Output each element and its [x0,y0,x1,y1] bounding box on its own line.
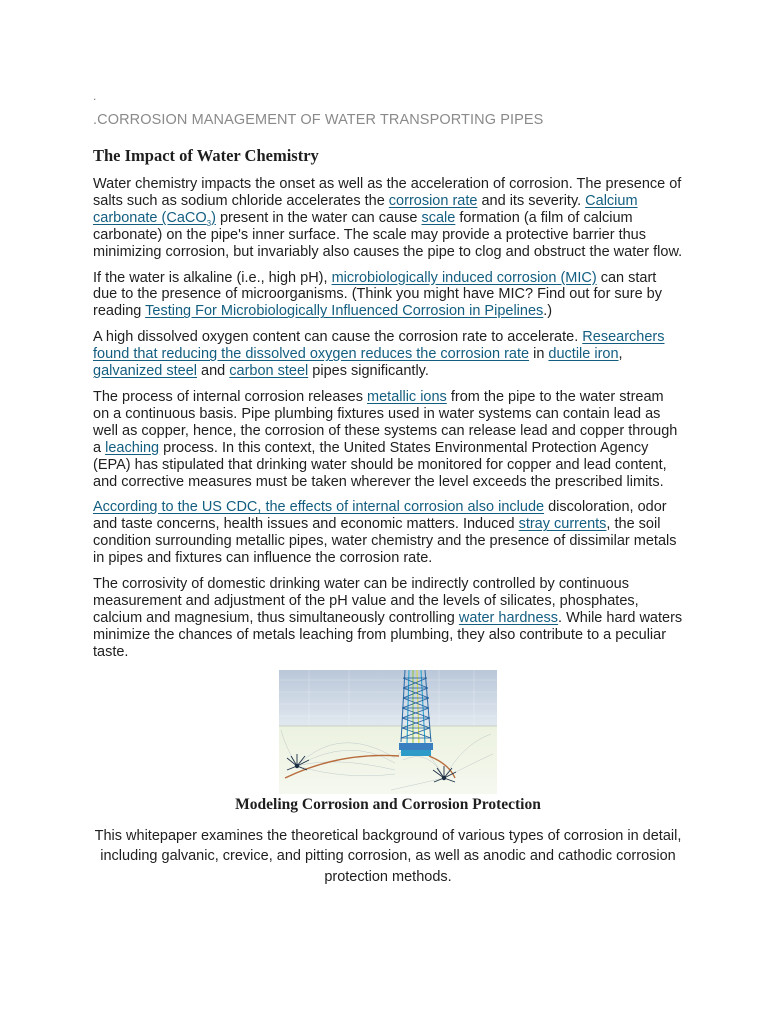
text: formation (a film of calcium carbonate) on the pipe's inner surface. The scale may provide a protective barrier thus minimizing corrosion, but invariably also causes the pipe to clog and obstruct the water flow. [93,209,683,260]
whitepaper-promo[interactable] [93,670,683,888]
text: The corrosivity of domestic drinking water can be indirectly controlled by continuous measurement and adjustment of the pH value and the levels of silicates, phosphates, calcium and magnesium, thus simultaneously controlling [93,576,639,626]
link-mic[interactable]: microbiologically induced corrosion (MIC) [331,269,597,286]
whitepaper-description: This whitepaper examines the theoretical background of various types of corrosion in detail, including galvanic, crevice, and pitting corrosion, as well as anodic and cathodic corrosion protection methods. [94,827,682,885]
link-water-hardness[interactable]: water hardness [458,609,559,626]
paragraph-cdc-effects [93,499,683,567]
paragraph-water-chemistry [93,176,683,261]
link-stray-currents[interactable]: stray currents [518,516,607,533]
link-metallic-ions[interactable]: metallic ions [367,388,447,405]
leading-dot: . [93,89,97,103]
link-carbon-steel[interactable]: carbon steel [229,363,309,380]
text: The process of internal corrosion releases [93,388,368,405]
link-corrosion-rate[interactable]: corrosion rate [388,192,478,209]
subscript: 3 [206,218,212,228]
text: and [197,363,230,380]
text: .) [543,303,553,320]
article-kicker: .CORROSION MANAGEMENT OF WATER TRANSPORTING PIPES [93,112,544,128]
text: discoloration, odor and taste concerns, health issues and economic matters. Induced [93,499,667,533]
corrosion-simulation-image[interactable] [279,670,497,794]
paragraph-mic [93,270,683,321]
text: in [529,346,549,363]
paragraph-internal-corrosion [93,389,683,490]
text: from the pipe to the water stream on a continuous basis. Pipe plumbing fixtures used in water systems can contain lead as well as copper, hence, the corrosion of these systems can release lead and copper through a [93,388,678,456]
link-leaching[interactable]: leaching [105,439,160,456]
text: Water chemistry impacts the onset as well as the acceleration of corrosion. The presence of salts such as sodium chloride accelerates the [93,176,682,209]
link-text: Calcium carbonate (CaCO [93,192,638,226]
link-scale[interactable]: scale [421,209,456,226]
text: pipes significantly. [308,363,429,380]
text: If the water is alkaline (i.e., high pH), [93,269,332,286]
text: , the soil condition surrounding metallic pipes, water chemistry and the presence of dissimilar metals in pipes and fixtures can influence the corrosion rate. [93,516,677,567]
paragraph-dissolved-oxygen [93,329,683,380]
link-researchers-found[interactable]: Researchers found that reducing the dissolved oxygen reduces the corrosion rate [93,329,665,363]
link-ductile-iron[interactable]: ductile iron [548,346,619,363]
text: , [618,346,623,363]
link-text: ) [211,209,216,226]
text: . While hard waters minimize the chances of metals leaching from plumbing, they also contribute to a peculiar taste. [93,609,683,660]
text: present in the water can cause [215,209,422,226]
text: A high dissolved oxygen content can cause the corrosion rate to accelerate. [93,329,583,346]
text: can start due to the presence of microorganisms. (Think you might have MIC? Find out for sure by reading [93,269,662,320]
text: and its severity. [477,192,586,209]
paragraph-corrosivity [93,576,683,661]
text: process. In this context, the United States Environmental Protection Agency (EPA) has stipulated that drinking water should be monitored for copper and lead content, and corrective measures must be taken wherever the level exceeds the prescribed limits. [93,439,667,490]
link-testing-mic[interactable]: Testing For Microbiologically Influenced Corrosion in Pipelines [145,303,544,320]
section-heading: The Impact of Water Chemistry [93,146,319,165]
article-body [93,88,683,887]
whitepaper-title[interactable]: Modeling Corrosion and Corrosion Protection [235,795,541,813]
link-galvanized-steel[interactable]: galvanized steel [93,363,197,380]
link-us-cdc[interactable]: According to the US CDC, the effects of internal corrosion also include [93,499,545,516]
